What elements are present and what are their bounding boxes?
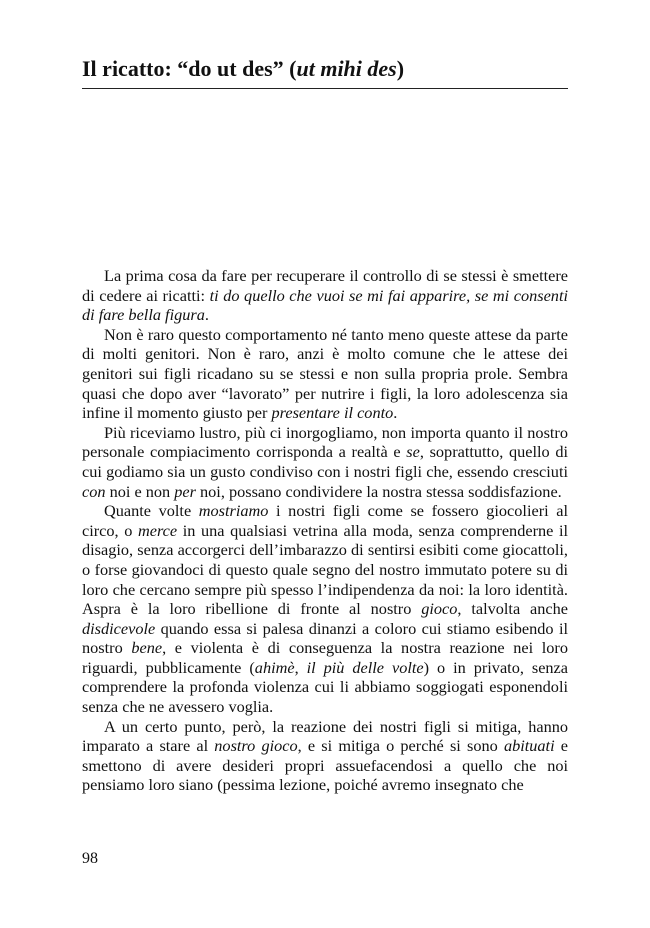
italic-text: per [174, 481, 196, 501]
italic-text: presentare il conto [271, 403, 394, 423]
text-segment: in una qualsiasi vetrina alla moda, senza comprenderne il disagio, senza accorgerci dell’imbarazzo di sentirsi esibiti come giocattoli, o forse giovandoci di questo quale segno del nostro immutato potere su di loro che cercano sempre più spesso l’indipendenza da noi: la loro identità. Aspra è la loro ribellione di fronte al nostro [82, 520, 569, 619]
chapter-title [82, 56, 568, 82]
page-number: 98 [82, 850, 98, 867]
text-segment: , e si mitiga o perché si sono [297, 736, 504, 756]
italic-text: merce [137, 520, 178, 540]
paragraph [82, 266, 568, 325]
italic-text: mostriamo [198, 501, 269, 521]
text-segment: Più riceviamo lustro, più ci inorgogliamo, non importa quanto il nostro personale compiacimento corrisponda a realtà e [82, 422, 568, 462]
paragraph [82, 325, 568, 423]
italic-text: disdicevole [82, 618, 156, 638]
text-segment: Quante volte [104, 501, 199, 521]
paragraph [82, 501, 568, 717]
italic-text: gioco [421, 599, 458, 619]
chapter-title-part2: ) [396, 56, 405, 81]
text-segment: noi e non [105, 481, 175, 501]
text-segment: noi, possano condividere la nostra stessa soddisfazione. [195, 481, 562, 501]
body-text [82, 266, 568, 795]
italic-text: il più delle volte [306, 657, 424, 677]
text-segment: La prima cosa da fare per recuperare il controllo di se stessi è smettere di cedere ai ricatti: [82, 266, 568, 305]
text-segment: A un certo punto, però, la reazione dei nostri figli si mitiga, hanno imparato a stare al [82, 716, 568, 756]
italic-text: con [82, 481, 106, 501]
chapter-title-italic: ut mihi des [296, 56, 397, 81]
chapter-header [82, 56, 568, 89]
italic-text: ti do quello che vuoi se mi fai apparire, se mi consenti di fare bella figura [82, 285, 568, 325]
paragraph [82, 717, 568, 795]
text-segment: , talvolta anche [457, 599, 568, 619]
text-segment: , soprattutto, quello di cui godiamo sia un gusto condiviso con i nostri figli che, essendo cresciuti [82, 442, 568, 481]
paragraph [82, 423, 568, 501]
italic-text: bene [131, 638, 163, 658]
text-segment: e smettono di avere desideri propri assuefacendosi a quello che noi pensiamo loro siano (pessima lezione, poiché avremo insegnato che [82, 736, 569, 795]
text-segment: . [204, 305, 209, 325]
text-segment: i nostri figli come se fossero giocolieri al circo, o [82, 501, 568, 540]
chapter-title-part1: Il ricatto: “do ut des” ( [82, 56, 297, 81]
text-segment: . [393, 403, 398, 423]
text-segment: , [294, 657, 307, 677]
italic-text: abituati [503, 736, 555, 756]
text-segment: quando essa si palesa dinanzi a coloro cui stiamo esibendo il nostro [82, 618, 568, 658]
italic-text: nostro gioco [214, 736, 298, 756]
text-segment: ) o in privato, senza comprendere la profonda violenza cui li abbiamo soggiogati esponendoli senza che ne avessero voglia. [82, 657, 569, 717]
text-segment: , e violenta è di conseguenza la nostra reazione nei loro riguardi, pubblicamente ( [82, 638, 568, 677]
text-segment: Non è raro questo comportamento né tanto meno queste attese da parte di molti genitori. Non è raro, anzi è molto comune che le attese dei genitori sui figli ricadano su se stessi e non sulla propria prole. Sembra quasi che dopo aver “lavorato” per nutrire i figli, la loro adolescenza sia infine il momento giusto per [82, 324, 568, 423]
italic-text: ahimè [254, 657, 295, 677]
italic-text: se [406, 442, 420, 462]
